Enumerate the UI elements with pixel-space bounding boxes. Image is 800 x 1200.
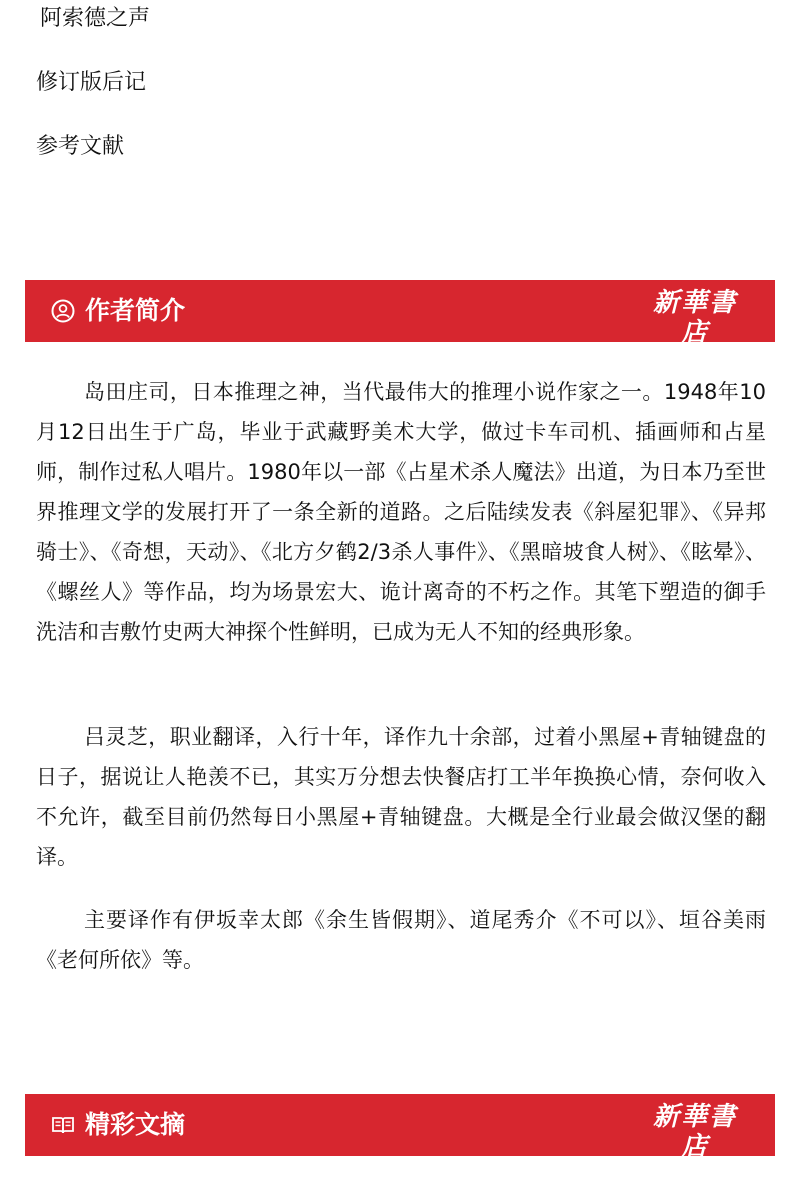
brand-subtitle: XINHUA BOOKSTORE: [650, 349, 740, 357]
xinhua-logo: [643, 1102, 747, 1171]
toc-item[interactable]: 参考文献: [36, 134, 125, 159]
author-bio-paragraph: 岛田庄司，日本推理之神，当代最伟大的推理小说作家之一。1948年10月12日出生于广岛，毕业于武藏野美术大学，做过卡车司机、插画师和占星师，制作过私人唱片。1980年以一部《占星术杀人魔法》出道，为日本乃至世界推理文学的发展打开了一条全新的道路。之后陆续发表《斜屋犯罪》、《异邦骑士》、《奇想，天动》、《北方夕鹤2/3杀人事件》、《黑暗坡食人树》、《眩晕》、《螺丝人》等作品，均为场景宏大、诡计离奇的不朽之作。其笔下塑造的御手洗洁和吉敷竹史两大神探个性鲜明，已成为无人不知的经典形象。: [36, 380, 766, 644]
person-icon: [51, 299, 75, 323]
open-book-icon: [51, 1113, 75, 1137]
brand-subtitle: XINHUA BOOKSTORE: [650, 1163, 740, 1171]
toc-item[interactable]: 阿索德之声: [40, 6, 151, 31]
section-title: 作者简介: [85, 296, 186, 325]
excerpt-section-header: [25, 1094, 775, 1171]
brand-logo: 新華書店: [652, 288, 737, 348]
translator-bio-paragraph: 吕灵芝，职业翻译，入行十年，译作九十余部，过着小黑屋+青轴键盘的日子，据说让人艳羡不已，其实万分想去快餐店打工半年换换心情，奈何收入不允许，截至目前仍然每日小黑屋+青轴键盘。大概是全行业最会做汉堡的翻译。: [36, 725, 766, 869]
toc-item[interactable]: 修订版后记: [36, 70, 147, 95]
section-title: 精彩文摘: [85, 1110, 186, 1139]
xinhua-logo: [643, 288, 747, 357]
translator-works-paragraph: 主要译作有伊坂幸太郎《余生皆假期》、道尾秀介《不可以》、垣谷美雨《老何所依》等。: [36, 908, 766, 972]
author-section-header: [25, 280, 775, 357]
brand-logo: 新華書店: [652, 1102, 737, 1162]
